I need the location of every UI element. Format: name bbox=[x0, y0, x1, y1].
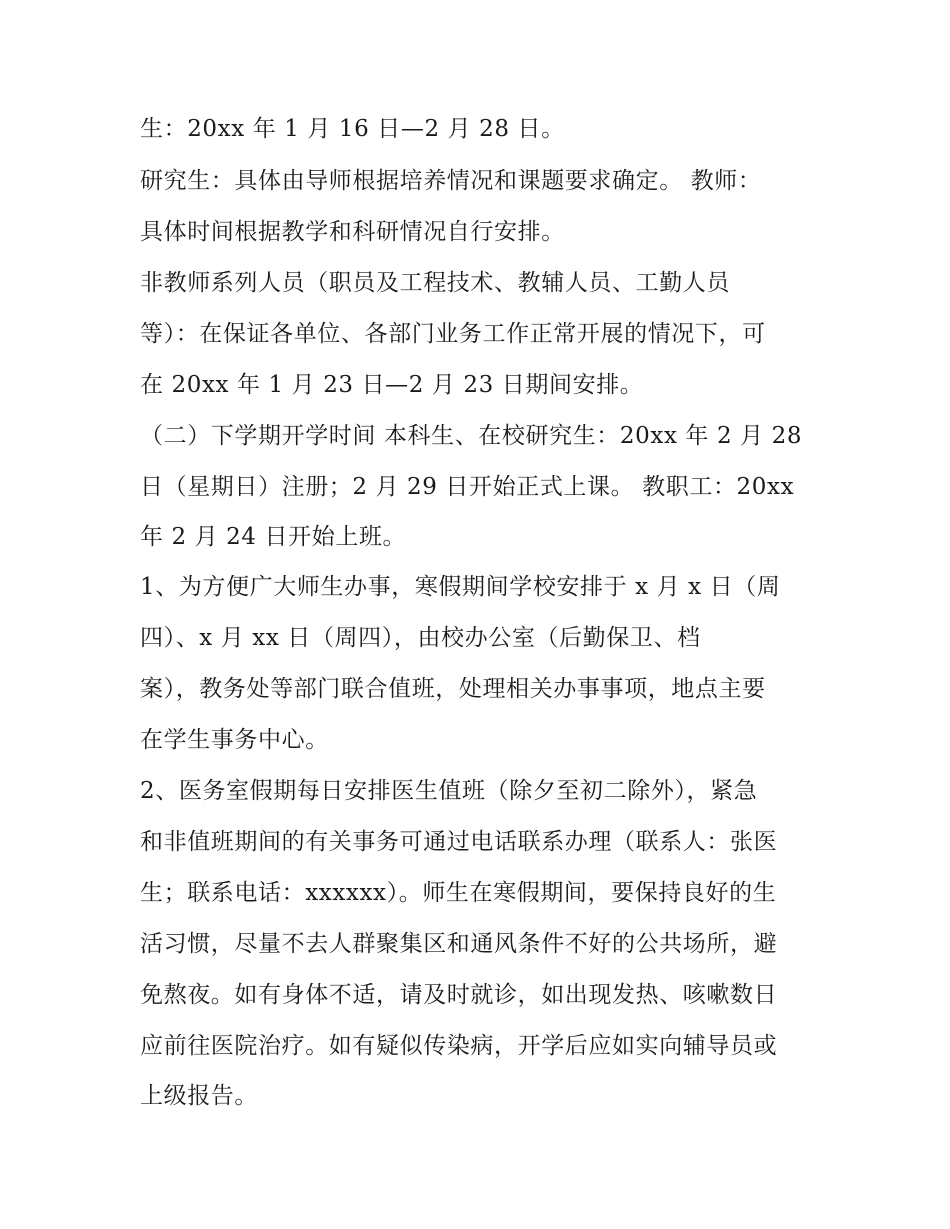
text-line: 活习惯，尽量不去人群聚集区和通风条件不好的公共场所，避 bbox=[140, 931, 778, 957]
text-line: 案），教务处等部门联合值班，处理相关办事事项，地点主要 bbox=[140, 676, 766, 702]
text-line: （二）下学期开学时间 本科生、在校研究生：20xx 年 2 月 28 bbox=[140, 423, 803, 449]
text-line: 在 20xx 年 1 月 23 日—2 月 23 日期间安排。 bbox=[140, 372, 644, 398]
text-line: 1、为方便广大师生办事，寒假期间学校安排于 x 月 x 日（周 bbox=[140, 574, 781, 600]
text-line: 生；联系电话：xxxxxx）。师生在寒假期间，要保持良好的生 bbox=[140, 880, 777, 906]
text-line: 应前往医院治疗。如有疑似传染病，开学后应如实向辅导员或 bbox=[140, 1033, 778, 1059]
text-line: 和非值班期间的有关事务可通过电话联系办理（联系人：张医 bbox=[140, 829, 778, 855]
text-line: 生：20xx 年 1 月 16 日—2 月 28 日。 bbox=[140, 116, 565, 142]
text-line: 非教师系列人员（职员及工程技术、教辅人员、工勤人员 bbox=[140, 270, 730, 296]
text-line: 免熬夜。如有身体不适，请及时就诊，如出现发热、咳嗽数日 bbox=[140, 982, 778, 1008]
text-line: 研究生：具体由导师根据培养情况和课题要求确定。 教师： bbox=[140, 168, 762, 194]
text-line: 年 2 月 24 日开始上班。 bbox=[140, 524, 407, 550]
text-line: 上级报告。 bbox=[140, 1083, 258, 1109]
text-line: 2、医务室假期每日安排医生值班（除夕至初二除外），紧急 bbox=[140, 778, 758, 804]
text-line: 日（星期日）注册；2 月 29 日开始正式上课。 教职工：20xx bbox=[140, 474, 795, 500]
text-line: 四）、x 月 xx 日（周四），由校办公室（后勤保卫、档 bbox=[140, 625, 701, 651]
text-line: 在学生事务中心。 bbox=[140, 727, 329, 753]
text-line: 具体时间根据教学和科研情况自行安排。 bbox=[140, 219, 565, 245]
text-line: 等）：在保证各单位、各部门业务工作正常开展的情况下，可 bbox=[140, 321, 766, 347]
